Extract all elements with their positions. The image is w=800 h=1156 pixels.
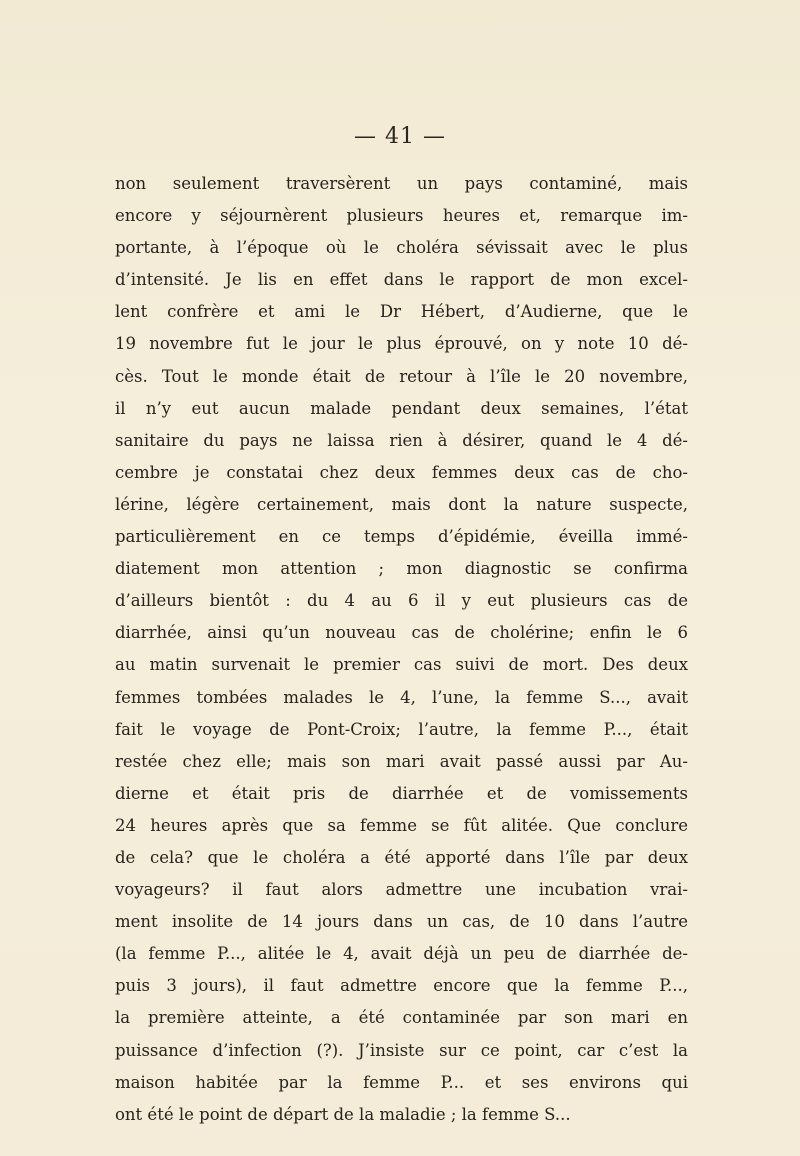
text-line: ment insolite de 14 jours dans un cas, de 10 dans l’autre bbox=[115, 912, 688, 932]
text-line: ont été le point de départ de la maladie ; la femme S... bbox=[115, 1104, 571, 1124]
text-line: puis 3 jours), il faut admettre encore que la femme P..., bbox=[115, 976, 688, 996]
text-line: sanitaire du pays ne laissa rien à désirer, quand le 4 dé- bbox=[115, 430, 688, 450]
text-line: lérine, légère certainement, mais dont la nature suspecte, bbox=[115, 494, 688, 514]
text-line: puissance d’infection (?). J’insiste sur ce point, car c’est la bbox=[115, 1040, 688, 1060]
text-line: dierne et était pris de diarrhée et de vomissements bbox=[115, 783, 688, 803]
text-line: restée chez elle; mais son mari avait passé aussi par Au- bbox=[115, 751, 688, 771]
text-line: (la femme P..., alitée le 4, avait déjà un peu de diarrhée de- bbox=[115, 944, 688, 964]
text-line: non seulement traversèrent un pays contaminé, mais bbox=[115, 174, 688, 193]
text-line: lent confrère et ami le Dr Hébert, d’Audierne, que le bbox=[115, 302, 688, 322]
page-number: — 41 — bbox=[354, 124, 446, 149]
text-line: cembre je constatai chez deux femmes deux cas de cho- bbox=[115, 462, 688, 482]
text-line: d’ailleurs bientôt : du 4 au 6 il y eut plusieurs cas de bbox=[115, 591, 688, 611]
text-line: portante, à l’époque où le choléra sévissait avec le plus bbox=[115, 238, 688, 258]
text-line: 19 novembre fut le jour le plus éprouvé, on y note 10 dé- bbox=[115, 334, 688, 354]
text-line: diarrhée, ainsi qu’un nouveau cas de cholérine; enfin le 6 bbox=[115, 623, 688, 643]
text-line: diatement mon attention ; mon diagnostic se confirma bbox=[115, 559, 688, 579]
text-line: femmes tombées malades le 4, l’une, la femme S..., avait bbox=[115, 687, 688, 707]
text-line: particulièrement en ce temps d’épidémie, éveilla immé- bbox=[115, 527, 688, 547]
text-line: encore y séjournèrent plusieurs heures et, remarque im- bbox=[115, 206, 688, 226]
text-line: voyageurs? il faut alors admettre une incubation vrai- bbox=[115, 880, 688, 900]
text-line: cès. Tout le monde était de retour à l’île le 20 novembre, bbox=[115, 366, 688, 386]
text-line: 24 heures après que sa femme se fût alitée. Que conclure bbox=[115, 815, 688, 835]
text-line: fait le voyage de Pont-Croix; l’autre, la femme P..., était bbox=[115, 719, 688, 739]
text-line: maison habitée par la femme P... et ses environs qui bbox=[115, 1072, 688, 1092]
body-text bbox=[115, 168, 688, 1131]
text-line: au matin survenait le premier cas suivi de mort. Des deux bbox=[115, 655, 688, 675]
text-line: d’intensité. Je lis en effet dans le rapport de mon excel- bbox=[115, 270, 688, 290]
text-line: la première atteinte, a été contaminée par son mari en bbox=[115, 1008, 688, 1028]
text-line: il n’y eut aucun malade pendant deux semaines, l’état bbox=[115, 398, 688, 418]
text-line: de cela? que le choléra a été apporté dans l’île par deux bbox=[115, 847, 688, 867]
